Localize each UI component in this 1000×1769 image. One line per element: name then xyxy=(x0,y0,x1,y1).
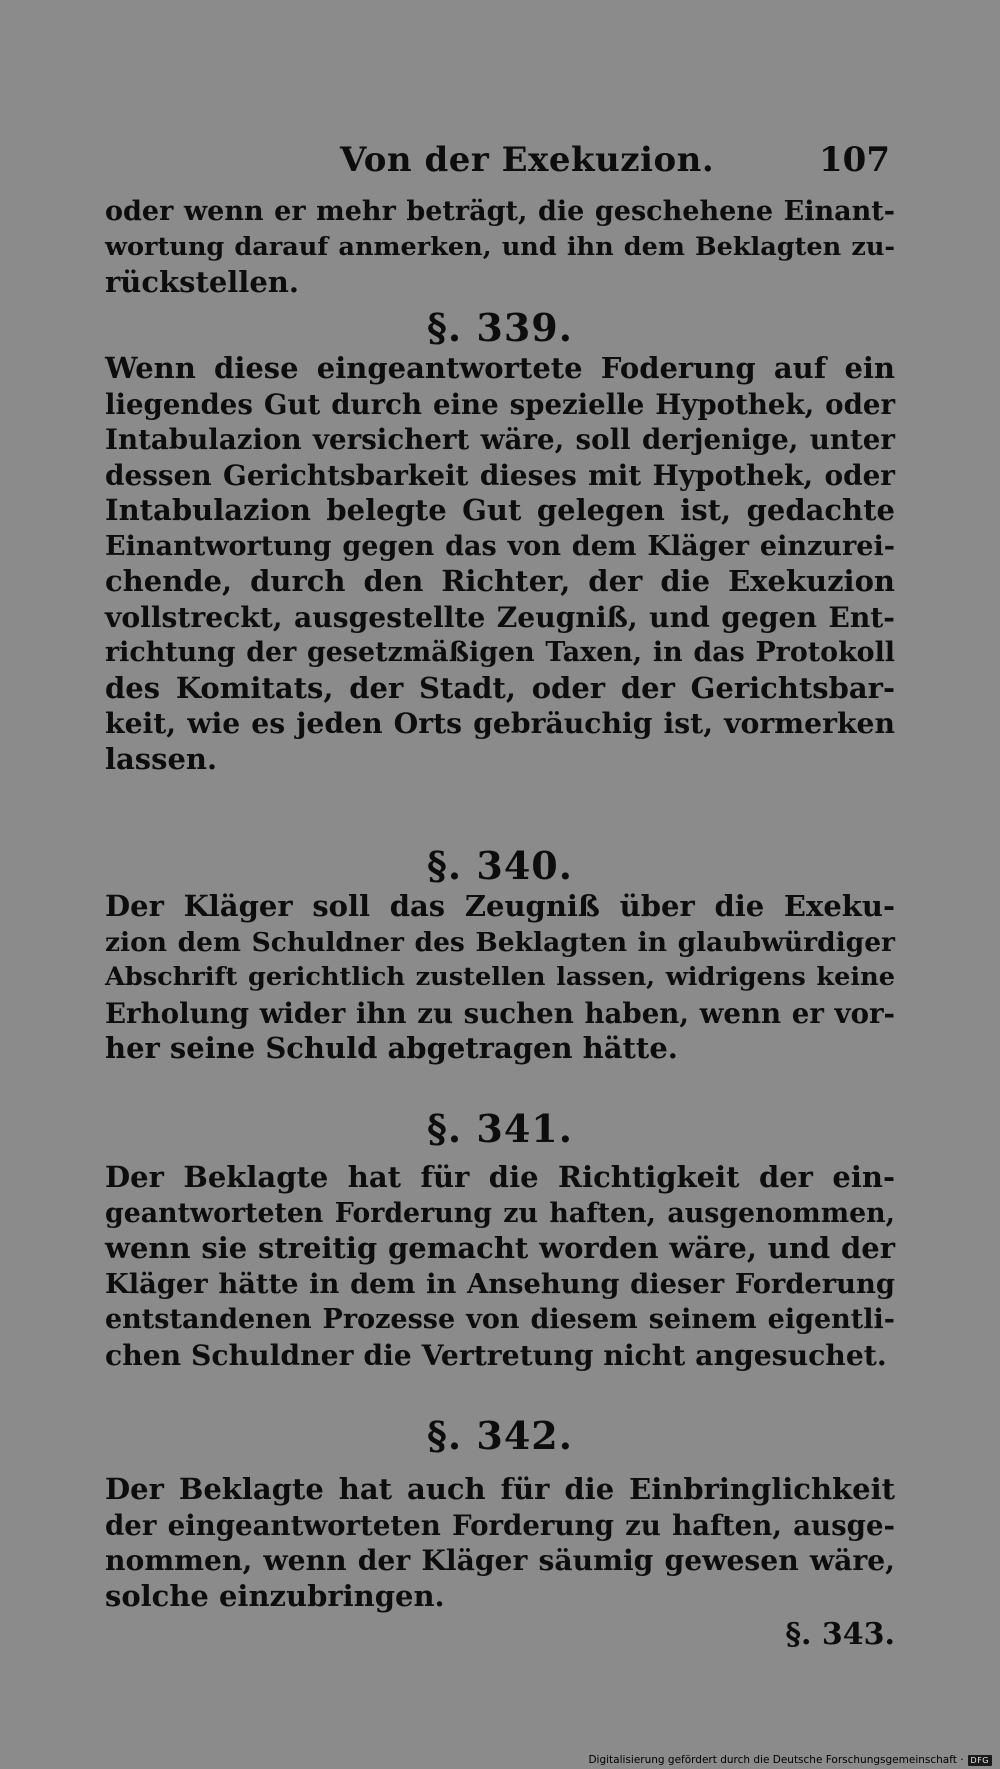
text-line: solche einzubringen. xyxy=(105,1578,445,1613)
text-line: Der Beklagte hat für die Richtigkeit der ein- xyxy=(105,1160,895,1194)
text-line: lassen. xyxy=(105,741,218,776)
section-paragraph-339 xyxy=(105,351,895,777)
section-paragraph-341 xyxy=(105,1160,895,1373)
section-heading-342: §. 342. xyxy=(427,1413,573,1458)
text-line: rückstellen. xyxy=(105,265,299,299)
page-number: 107 xyxy=(819,140,890,180)
text-line: her seine Schuld abgetragen hätte. xyxy=(105,1031,678,1065)
text-line: nommen, wenn der Kläger säumig gewesen wäre, xyxy=(105,1544,895,1577)
text-line: liegendes Gut durch eine spezielle Hypothek, oder xyxy=(105,387,895,421)
digitization-credit xyxy=(588,1754,992,1766)
continuation-paragraph xyxy=(105,194,895,301)
dfg-logo-icon: DFG xyxy=(968,1755,992,1766)
section-paragraph-342 xyxy=(105,1472,895,1614)
text-line: wenn sie streitig gemacht worden wäre, und der xyxy=(105,1231,895,1265)
text-line: entstandenen Prozesse von diesem seinem eigentli- xyxy=(105,1304,895,1335)
text-line: Erholung wider ihn zu suchen haben, wenn er vor- xyxy=(105,996,895,1030)
text-line: der eingeantworteten Forderung zu haften, ausge- xyxy=(105,1508,895,1542)
section-heading-340: §. 340. xyxy=(427,843,573,888)
text-line: wortung darauf anmerken, und ihn dem Beklagten zu- xyxy=(105,231,895,262)
running-head: Von der Exekuzion. xyxy=(340,140,715,180)
text-line: Wenn diese eingeantwortete Foderung auf ein xyxy=(105,351,895,385)
text-line: vollstreckt, ausgestellte Zeugniß, und gegen Ent- xyxy=(105,600,895,634)
text-line: oder wenn er mehr beträgt, die geschehene Einant- xyxy=(105,196,895,227)
text-line: des Komitats, der Stadt, oder der Gerichtsbar- xyxy=(105,670,895,705)
text-line: keit, wie es jeden Orts gebräuchig ist, vormerken xyxy=(105,706,895,740)
section-heading-339: §. 339. xyxy=(427,305,573,350)
text-line: zion dem Schuldner des Beklagten in glaubwürdiger xyxy=(105,926,895,958)
page-header xyxy=(340,140,900,190)
text-line: dessen Gerichtsbarkeit dieses mit Hypothek, oder xyxy=(105,458,895,492)
credit-text: Digitalisierung gefördert durch die Deutsche Forschungsgemeinschaft · xyxy=(588,1754,964,1766)
text-line: Einantwortung gegen das von dem Kläger einzurei- xyxy=(105,530,895,562)
text-line: Abschrift gerichtlich zustellen lassen, widrigens keine xyxy=(105,962,895,992)
section-paragraph-340 xyxy=(105,889,895,1067)
text-line: Intabulazion versichert wäre, soll derjenige, unter xyxy=(105,423,895,456)
text-line: Der Beklagte hat auch für die Einbringlichkeit xyxy=(105,1472,895,1506)
text-line: geantworteten Forderung zu haften, ausgenommen, xyxy=(105,1197,895,1229)
text-line: richtung der gesetzmäßigen Taxen, in das Protokoll xyxy=(105,637,895,668)
text-line: chende, durch den Richter, der die Exekuzion xyxy=(105,564,895,598)
text-line: Der Kläger soll das Zeugniß über die Exeku- xyxy=(105,889,895,923)
text-line: Kläger hätte in dem in Ansehung dieser Forderung xyxy=(105,1267,895,1300)
catchword: §. 343. xyxy=(785,1617,895,1652)
section-heading-341: §. 341. xyxy=(427,1106,573,1151)
text-line: Intabulazion belegte Gut gelegen ist, gedachte xyxy=(105,493,895,527)
text-line: chen Schuldner die Vertretung nicht angesuchet. xyxy=(105,1337,887,1372)
